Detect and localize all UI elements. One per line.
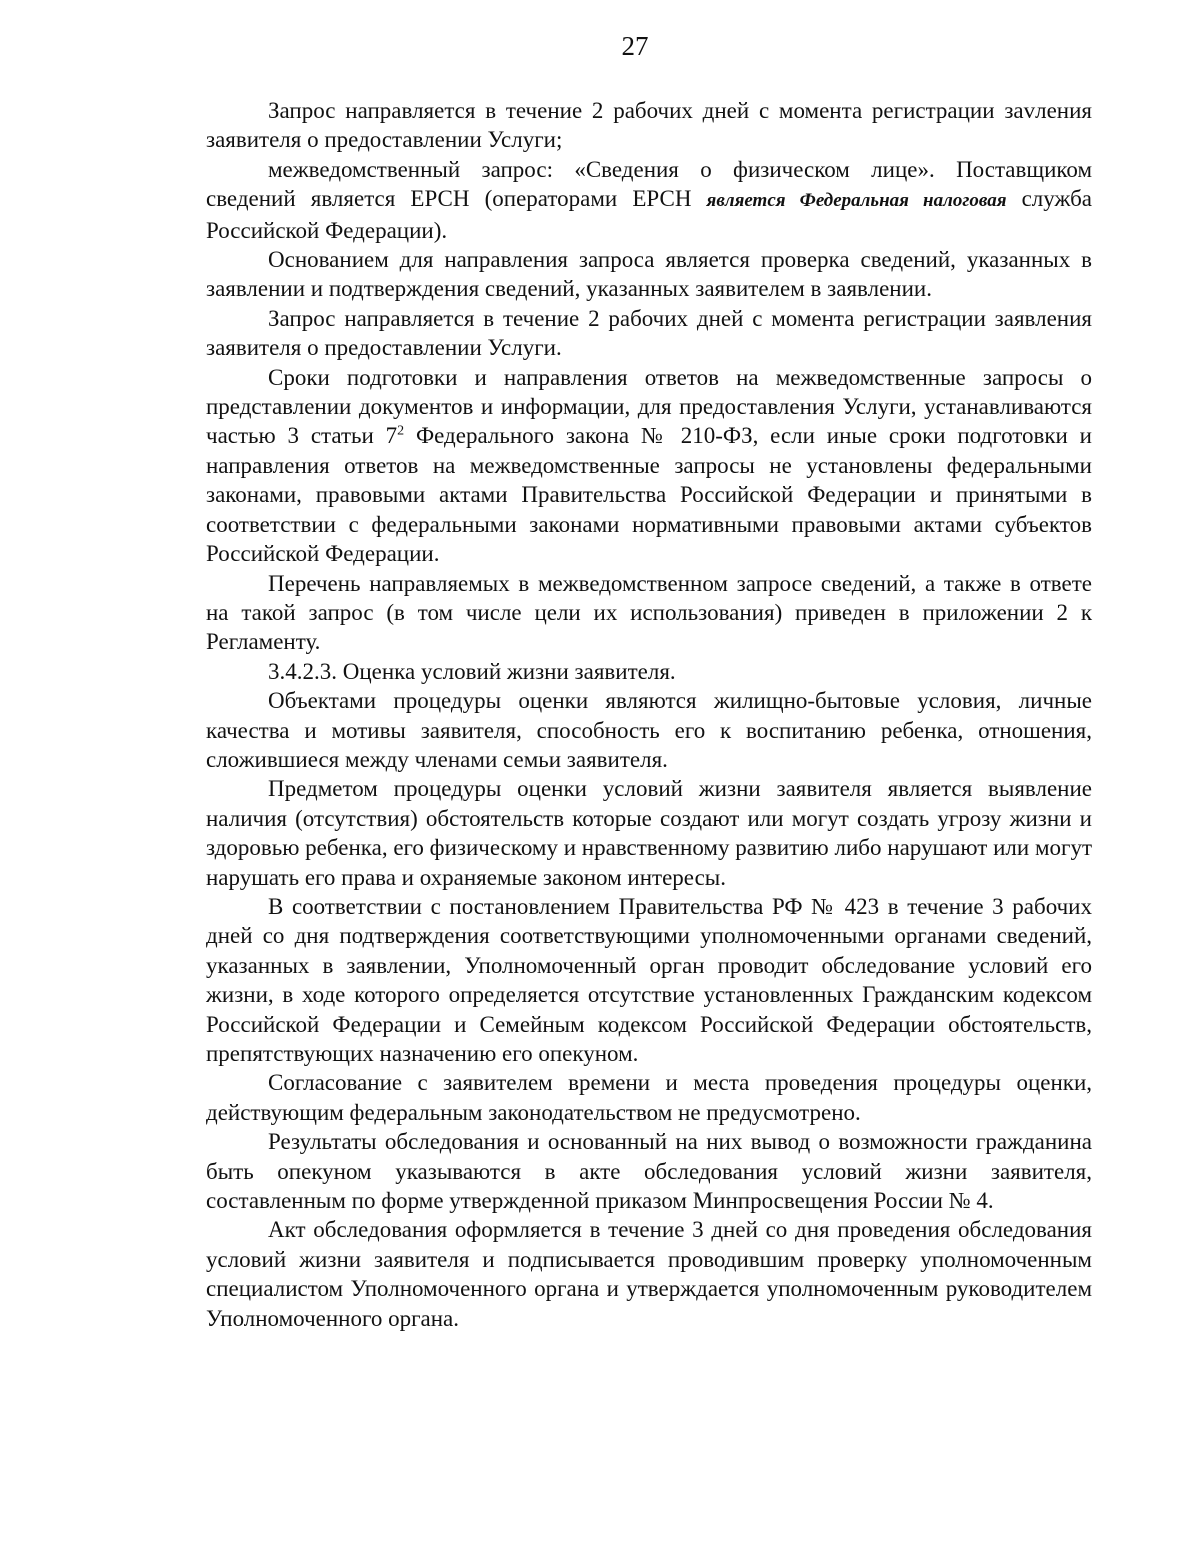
paragraph-emphasis: является Федеральная налоговая — [706, 190, 1007, 212]
paragraph-text: межведомственный запрос: «Сведения о физическом лице». Поставщиком сведений является ЕРСН (операторами ЕРСН — [206, 156, 1092, 212]
paragraph: Перечень направляемых в межведомственном запросе сведений, а также в ответе на такой запрос (в том числе цели их использования) приведен в приложении 2 к Регламенту. — [206, 570, 1092, 655]
paragraph: Объектами процедуры оценки являются жилищно-бытовые условия, личные качества и мотивы заявителя, способность его к воспитанию ребенка, отношения, сложившиеся между членами семьи заявителя. — [206, 688, 1092, 772]
superscript: 2 — [397, 423, 405, 439]
paragraph-text-end: Федерального закона № 210-ФЗ, если иные сроки подготовки и направления ответов на межведомственные запросы не установлены федеральными законами, правовыми актами Правительства Российской Федерации и принятыми в соответствии с федеральными законами нормативными правовыми актами субъектов Российской Федерации. — [206, 423, 1092, 567]
page-number: 27 — [621, 31, 649, 61]
paragraph: Акт обследования оформляется в течение 3 дней со дня проведения обследования условий жизни заявителя и подписывается проводившим проверку уполномоченным специалистом Уполномоченного органа и утверждается уполномоченным руководителем Уполномоченного органа. — [206, 1217, 1092, 1331]
paragraph: Предметом процедуры оценки условий жизни заявителя является выявление наличия (отсутствия) обстоятельств которые создают или могут создать угрозу жизни и здоровью ребенка, его физическому и нравственному развитию либо нарушают или могут нарушать его права и охраняемые законом интересы. — [206, 776, 1092, 890]
paragraph-text: Сроки подготовки и направления ответов на межведомственные запросы о представлении документов и информации, для предоставления Услуги, устанавливаются частью 3 статьи 7 — [206, 364, 1092, 449]
paragraph — [206, 363, 1092, 569]
document-body — [206, 96, 1092, 1333]
section-heading: 3.4.2.3. Оценка условий жизни заявителя. — [268, 658, 676, 684]
paragraph — [206, 155, 1092, 245]
paragraph: Основанием для направления запроса является проверка сведений, указанных в заявлении и подтверждения сведений, указанных заявителем в заявлении. — [206, 247, 1092, 302]
paragraph: Запрос направляется в течение 2 рабочих дней с момента регистрации заvления заявителя о предоставлении Услуги; — [206, 98, 1092, 153]
paragraph: Согласование с заявителем времени и места проведения процедуры оценки, действующим федеральным законодательством не предусмотрено. — [206, 1070, 1092, 1125]
paragraph-text-end: служба Российской Федерации). — [206, 186, 1092, 243]
paragraph: Запрос направляется в течение 2 рабочих дней с момента регистрации заявления заявителя о предоставлении Услуги. — [206, 305, 1092, 361]
paragraph: В соответствии с постановлением Правительства РФ № 423 в течение 3 рабочих дней со дня подтверждения соответствующими уполномоченными органами сведений, указанных в заявлении, Уполномоченный орган проводит обследование условий его жизни, в ходе которого определяется отсутствие установленных Гражданским кодексом Российской Федерации и Семейным кодексом Российской Федерации обстоятельств, препятствующих назначению его опекуном. — [206, 893, 1092, 1066]
paragraph: Результаты обследования и основанный на них вывод о возможности гражданина быть опекуном указываются в акте обследования условий жизни заявителя, составленным по форме утвержденной приказом Минпросвещения России № 4. — [206, 1129, 1092, 1214]
